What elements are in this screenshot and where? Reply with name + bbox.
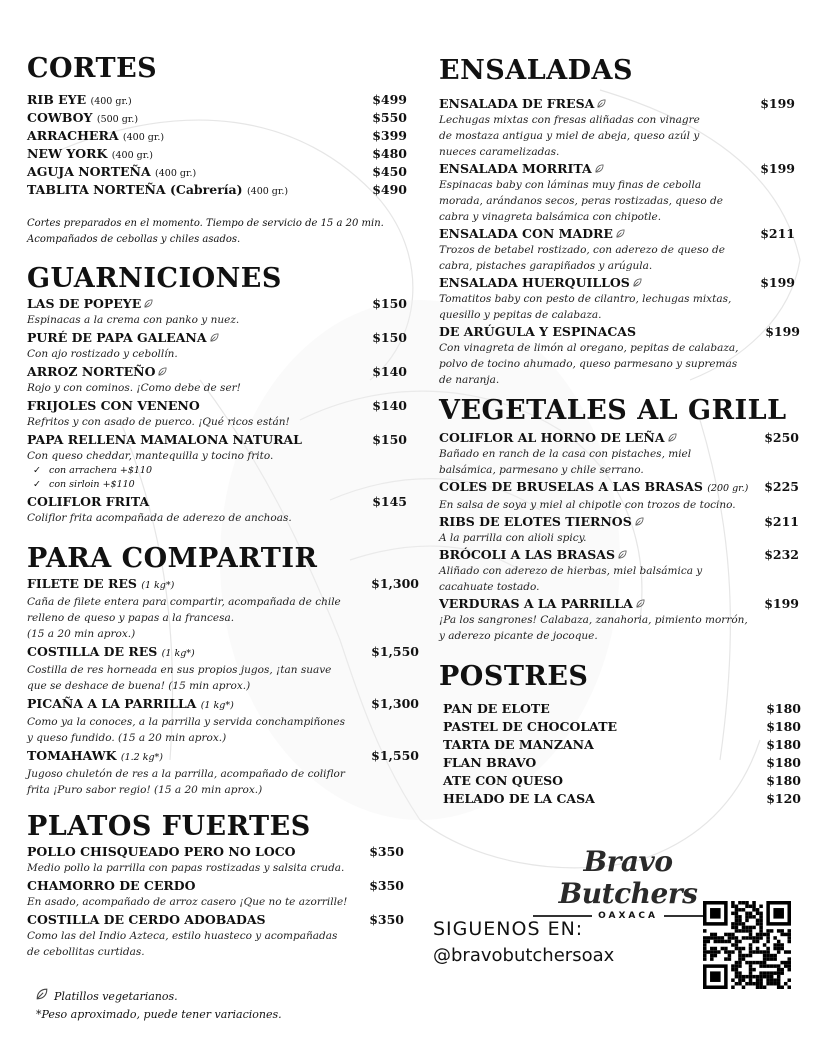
menu-item	[27, 844, 404, 860]
item-name: ARRACHERA	[27, 128, 119, 143]
leaf-icon	[158, 364, 167, 373]
item-description: Costilla de res horneada en sus propios jugos, ¡tan suave	[27, 664, 332, 676]
menu-item	[27, 748, 419, 766]
menu-item	[439, 547, 799, 563]
item-name: FLAN BRAVO	[443, 755, 537, 770]
item-price: $250	[764, 430, 799, 445]
item-description: cabra, pistaches garapiñados y arúgula.	[439, 260, 653, 272]
menu-item	[27, 110, 407, 128]
check-icon: ✓	[33, 465, 41, 476]
item-description: Espinacas baby con láminas muy finas de cebolla	[439, 179, 702, 191]
item-weight: (1 kg*)	[161, 648, 195, 659]
item-description: quesillo y pepitas de calabaza.	[439, 309, 602, 321]
item-weight: (1.2 kg*)	[120, 752, 164, 763]
item-description: Medio pollo la parrilla con papas rostizadas y salsita cruda.	[27, 862, 345, 874]
item-price: $490	[372, 182, 407, 197]
item-name: ENSALADA DE FRESA	[439, 96, 595, 111]
item-description: Caña de filete entera para compartir, acompañada de chile	[27, 596, 341, 608]
section-title: VEGETALES AL GRILL	[439, 395, 787, 426]
item-description: cacahuate tostado.	[439, 581, 540, 593]
item-name: PAPA RELLENA MAMALONA NATURAL	[27, 432, 302, 447]
item-name: COSTILLA DE RES	[27, 644, 158, 659]
weight-note: *Peso aproximado, puede tener variaciones.	[36, 1008, 282, 1021]
item-name: PICAÑA A LA PARRILLA	[27, 696, 197, 711]
item-price: $1,550	[371, 644, 419, 659]
item-description: relleno de queso y papas a la francesa.	[27, 612, 235, 624]
section-title: PARA COMPARTIR	[27, 543, 318, 574]
item-name: RIBS DE ELOTES TIERNOS	[439, 514, 632, 529]
item-description: balsámica, parmesano y chile serrano.	[439, 464, 644, 476]
item-price: $180	[766, 773, 801, 788]
item-price: $1,550	[371, 748, 419, 763]
social-handle[interactable]: @bravobutchersoax	[433, 945, 615, 966]
item-name: ENSALADA HUERQUILLOS	[439, 275, 630, 290]
menu-item	[27, 330, 407, 346]
item-name: NEW YORK	[27, 146, 108, 161]
item-price: $199	[760, 275, 795, 290]
item-price: $199	[760, 96, 795, 111]
item-price: $120	[766, 791, 801, 806]
item-price: $225	[764, 479, 799, 494]
item-description: polvo de tocino ahumado, queso parmesano y supremas	[439, 358, 738, 370]
item-weight: (400 gr.)	[122, 132, 165, 143]
item-description: Como las del Indio Azteca, estilo huasteco y acompañadas	[27, 930, 338, 942]
menu-item	[439, 430, 799, 446]
menu-item	[27, 182, 407, 200]
section-title: GUARNICIONES	[27, 263, 282, 294]
item-weight: (1 kg*)	[141, 580, 175, 591]
item-option	[27, 464, 407, 478]
item-description: Con vinagreta de limón al oregano, pepitas de calabaza,	[439, 342, 739, 354]
menu-item	[443, 754, 801, 772]
section-guarniciones	[27, 262, 411, 526]
item-price: $211	[764, 514, 799, 529]
item-description: Bañado en ranch de la casa con pistaches, miel	[439, 448, 692, 460]
leaf-icon	[597, 96, 606, 105]
veg-note	[36, 988, 376, 1006]
item-name: PURÉ DE PAPA GALEANA	[27, 330, 207, 345]
item-name: TOMAHAWK	[27, 748, 117, 763]
item-weight: (400 gr.)	[90, 96, 132, 107]
item-price: $150	[372, 330, 407, 345]
item-description: Lechugas mixtas con fresas aliñadas con vinagre	[439, 114, 700, 126]
item-price: $145	[372, 494, 407, 509]
item-price: $180	[766, 755, 801, 770]
menu-item	[27, 696, 419, 714]
option-label: con sirloin +$110	[49, 479, 135, 490]
leaf-icon	[633, 275, 642, 284]
item-price: $499	[372, 92, 407, 107]
leaf-icon	[618, 547, 627, 556]
section-ensaladas	[439, 54, 801, 388]
item-description: Espinacas a la crema con panko y nuez.	[27, 314, 240, 326]
item-weight: (1 kg*)	[200, 700, 234, 711]
item-name: HELADO DE LA CASA	[443, 791, 595, 806]
item-weight: (400 gr.)	[155, 168, 197, 179]
section-title: ENSALADAS	[439, 55, 634, 86]
item-name: PASTEL DE CHOCOLATE	[443, 719, 618, 734]
item-name: COLIFLOR AL HORNO DE LEÑA	[439, 430, 665, 445]
leaf-icon	[210, 330, 219, 339]
item-price: $1,300	[371, 696, 419, 711]
item-price: $350	[369, 912, 404, 927]
menu-item	[27, 92, 407, 110]
menu-item	[27, 644, 419, 662]
menu-item	[439, 96, 795, 112]
leaf-icon	[36, 988, 48, 1000]
item-price: $199	[764, 596, 799, 611]
section-title: POSTRES	[439, 661, 589, 692]
item-price: $140	[372, 398, 407, 413]
item-name: COSTILLA DE CERDO ADOBADAS	[27, 912, 266, 927]
item-weight: (400 gr.)	[246, 186, 289, 197]
item-name: LAS DE POPEYE	[27, 296, 142, 311]
item-description: de cebollitas curtidas.	[27, 946, 145, 958]
section-cortes	[27, 52, 411, 248]
menu-item	[439, 596, 799, 612]
brand-name: Bravo Butchers	[558, 845, 698, 910]
item-name: ENSALADA MORRITA	[439, 161, 592, 176]
item-description: de mostaza antigua y miel de abeja, queso azúl y	[439, 130, 700, 142]
menu-item	[27, 146, 407, 164]
qr-code[interactable]	[703, 901, 791, 989]
menu-item	[27, 164, 407, 182]
item-name: DE ARÚGULA Y ESPINACAS	[439, 324, 636, 339]
section-title: PLATOS FUERTES	[27, 811, 311, 842]
leaf-icon	[668, 430, 677, 439]
item-name: TARTA DE MANZANA	[443, 737, 594, 752]
item-name: POLLO CHISQUEADO PERO NO LOCO	[27, 844, 296, 859]
item-price: $1,300	[371, 576, 419, 591]
veg-note-text: Platillos vegetarianos.	[54, 990, 178, 1003]
item-price: $450	[372, 164, 407, 179]
brand-city: OAXACA	[598, 911, 658, 921]
social-label: SIGUENOS EN:	[433, 918, 584, 940]
right-column	[439, 54, 801, 808]
menu-item	[27, 432, 407, 448]
item-description: A la parrilla con alioli spicy.	[439, 532, 587, 544]
item-price: $350	[369, 844, 404, 859]
leaf-icon	[595, 161, 604, 170]
menu-item	[439, 324, 800, 340]
menu-item	[443, 718, 801, 736]
item-description: Refritos y con asado de puerco. ¡Qué ricos están!	[27, 416, 290, 428]
item-description: Trozos de betabel rostizado, con aderezo de queso de	[439, 244, 725, 256]
item-name: COLES DE BRUSELAS A LAS BRASAS	[439, 479, 703, 494]
social-block	[433, 916, 693, 970]
leaf-icon	[144, 296, 153, 305]
item-description: Como ya la conoces, a la parrilla y servida conchampiñones	[27, 716, 345, 728]
item-description: Con queso cheddar, mantequilla y tocino frito.	[27, 450, 274, 462]
menu-item	[439, 226, 795, 242]
item-name: AGUJA NORTEÑA	[27, 164, 151, 179]
item-weight: (500 gr.)	[96, 114, 139, 125]
brand-logo	[533, 846, 723, 921]
item-price: $150	[372, 296, 407, 311]
menu-item	[439, 514, 799, 530]
item-price: $399	[372, 128, 407, 143]
service-note: Cortes preparados en el momento. Tiempo de servicio de 15 a 20 min.	[27, 218, 384, 229]
item-description: y aderezo picante de jocoque.	[439, 630, 598, 642]
menu-item	[443, 790, 801, 808]
section-title: CORTES	[27, 53, 158, 84]
menu-item	[443, 700, 801, 718]
item-description: de naranja.	[439, 374, 500, 386]
section-para-compartir	[27, 542, 419, 798]
item-name: CHAMORRO DE CERDO	[27, 878, 196, 893]
check-icon: ✓	[33, 479, 41, 490]
item-price: $150	[372, 432, 407, 447]
item-description: Rojo y con cominos. ¡Como debe de ser!	[27, 382, 241, 394]
item-description: cabra y vinagreta balsámica con chipotle.	[439, 211, 662, 223]
item-name: COWBOY	[27, 110, 93, 125]
menu-item	[27, 364, 407, 380]
item-price: $550	[372, 110, 407, 125]
item-price: $140	[372, 364, 407, 379]
item-name: VERDURAS A LA PARRILLA	[439, 596, 633, 611]
item-price: $180	[766, 719, 801, 734]
item-price: $180	[766, 701, 801, 716]
leaf-icon	[616, 226, 625, 235]
item-weight: (200 gr.)	[707, 483, 749, 494]
item-description: Aliñado con aderezo de hierbas, miel balsámica y	[439, 565, 703, 577]
item-description: que se deshace de buena! (15 min aprox.)	[27, 680, 251, 692]
item-name: PAN DE ELOTE	[443, 701, 550, 716]
section-postres	[439, 660, 801, 808]
item-weight: (400 gr.)	[111, 150, 153, 161]
item-price: $480	[372, 146, 407, 161]
item-description: nueces caramelizadas.	[439, 146, 560, 158]
item-price: $350	[369, 878, 404, 893]
item-price: $232	[764, 547, 799, 562]
item-description: Con ajo rostizado y cebollín.	[27, 348, 178, 360]
item-price: $180	[766, 737, 801, 752]
menu-item	[443, 736, 801, 754]
item-name: FRIJOLES CON VENENO	[27, 398, 200, 413]
leaf-icon	[636, 596, 645, 605]
left-column	[27, 52, 419, 960]
item-name: TABLITA NORTEÑA (Cabrería)	[27, 182, 243, 197]
menu-item	[443, 772, 801, 790]
item-name: COLIFLOR FRITA	[27, 494, 150, 509]
item-name: ATE CON QUESO	[443, 773, 564, 788]
item-description: Jugoso chuletón de res a la parrilla, acompañado de coliflor	[27, 768, 345, 780]
item-description: En asado, acompañado de arroz casero ¡Que no te azorrille!	[27, 896, 348, 908]
option-label: con arrachera +$110	[49, 465, 153, 476]
item-description: (15 a 20 min aprox.)	[27, 628, 136, 640]
menu-item	[27, 494, 407, 510]
menu-item	[27, 296, 407, 312]
section-platos-fuertes	[27, 810, 411, 960]
service-note: Acompañados de cebollas y chiles asados.	[27, 234, 241, 245]
item-name: FILETE DE RES	[27, 576, 137, 591]
footer-notes	[36, 988, 376, 1024]
item-name: ARROZ NORTEÑO	[27, 364, 156, 379]
item-description: frita ¡Puro sabor regio! (15 a 20 min aprox.)	[27, 784, 263, 796]
item-description: ¡Pa los sangrones! Calabaza, zanahoria, pimiento morrón,	[439, 614, 748, 626]
item-name: ENSALADA CON MADRE	[439, 226, 613, 241]
menu-item	[439, 161, 795, 177]
item-price: $199	[765, 324, 800, 339]
item-name: RIB EYE	[27, 92, 87, 107]
menu-item	[439, 479, 799, 497]
menu-item	[27, 576, 419, 594]
item-description: Tomatitos baby con pesto de cilantro, lechugas mixtas,	[439, 293, 732, 305]
item-description: En salsa de soya y miel al chipotle con trozos de tocino.	[439, 499, 736, 511]
item-name: BRÓCOLI A LAS BRASAS	[439, 547, 615, 562]
section-vegetales	[439, 394, 801, 644]
item-description: y queso fundido. (15 a 20 min aprox.)	[27, 732, 227, 744]
menu-item	[27, 398, 407, 414]
leaf-icon	[635, 514, 644, 523]
item-option	[27, 478, 407, 492]
item-price: $199	[760, 161, 795, 176]
item-description: Coliflor frita acompañada de aderezo de anchoas.	[27, 512, 292, 524]
item-price: $211	[760, 226, 795, 241]
menu-item	[27, 878, 404, 894]
menu-item	[439, 275, 795, 291]
item-description: morada, arándanos secos, peras rostizadas, queso de	[439, 195, 723, 207]
menu-item	[27, 912, 404, 928]
menu-item	[27, 128, 407, 146]
